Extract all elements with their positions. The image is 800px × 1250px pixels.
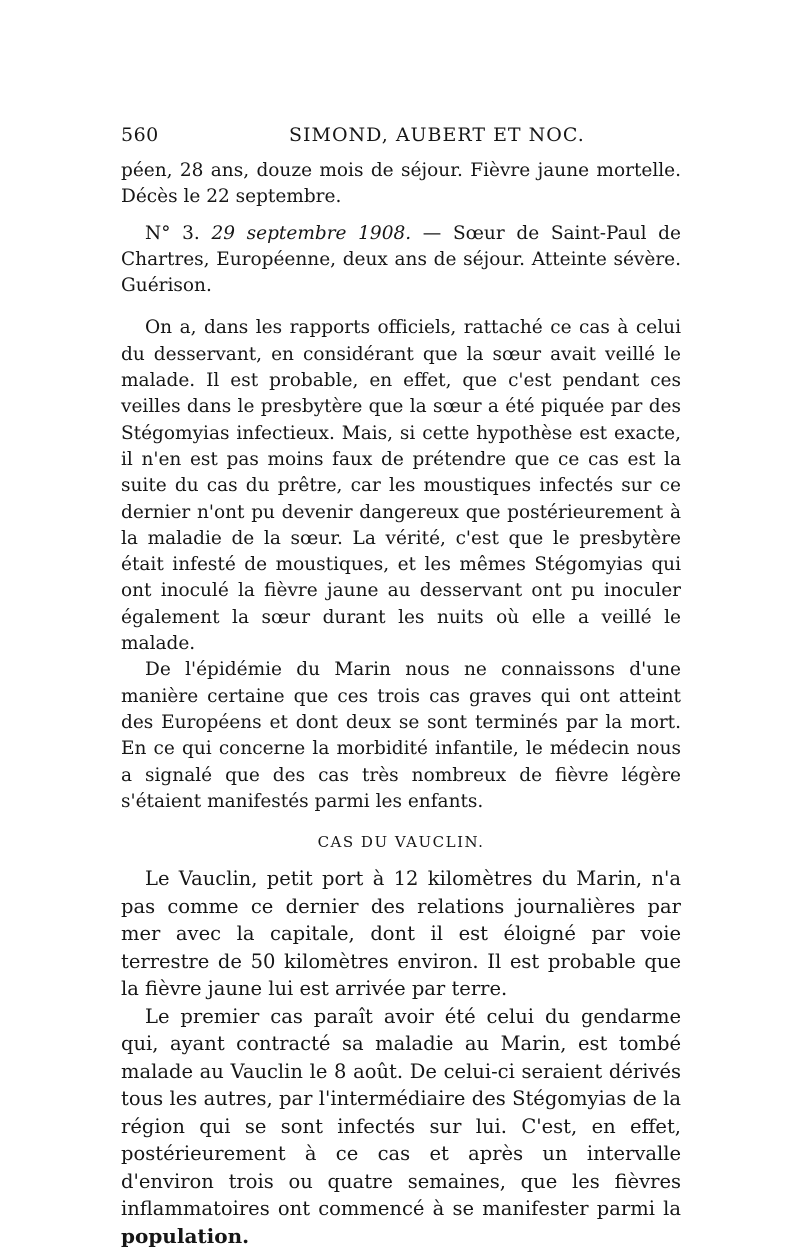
case-date: 29 septembre 1908.	[211, 222, 412, 244]
running-title: SIMOND, AUBERT ET NOC.	[289, 124, 585, 146]
section-title: CAS DU VAUCLIN.	[317, 833, 485, 852]
paragraph-first-case	[121, 1003, 681, 1250]
page-number: 560	[121, 124, 159, 146]
case-entry-3	[121, 221, 681, 300]
case-number: N° 3.	[145, 222, 200, 244]
page-body	[121, 158, 681, 1250]
case-description: — Sœur de Saint-Paul de Chartres, Européenne, deux ans de séjour. Atteinte sévère. Guérison.	[121, 222, 681, 297]
paragraph-commentary: On a, dans les rapports officiels, rattaché ce cas à celui du desservant, en considérant que la sœur avait veillé le malade. Il est probable, en effet, que c'est pendant ces veilles dans le presbytère que la sœur a été piquée par des Stégomyias infectieux. Mais, si cette hypothèse est exacte, il n'en est pas moins faux de prétendre que ce cas est la suite du cas du prêtre, car les moustiques infectés sur ce dernier n'ont pu devenir dangereux que postérieurement à la maladie de la sœur. La vérité, c'est que le presbytère était infesté de moustiques, et les mêmes Stégomyias qui ont inoculé la fièvre jaune au desservant ont pu inoculer également la sœur durant les nuits où elle a veillé le malade.	[121, 317, 681, 655]
paragraph-marin-epidemic: De l'épidémie du Marin nous ne connaissons d'une manière certaine que ces trois cas graves qui ont atteint des Européens et dont deux se sont terminés par la mort. En ce qui concerne la morbidité infantile, le médecin nous a signalé que des cas très nombreux de fièvre légère s'étaient manifestés parmi les enfants.	[121, 659, 681, 812]
paragraph-continuation: péen, 28 ans, douze mois de séjour. Fièvre jaune mortelle. Décès le 22 septembre.	[121, 160, 681, 208]
paragraph-vauclin-intro: Le Vauclin, petit port à 12 kilomètres du Marin, n'a pas comme ce dernier des relations journalières par mer avec la capitale, dont il est éloigné par voie terrestre de 50 kilomètres environ. Il est probable que la fièvre jaune lui est arrivée par terre.	[121, 867, 681, 1001]
first-case-text: Le premier cas paraît avoir été celui du gendarme qui, ayant contracté sa maladie au Marin, est tombé malade au Vauclin le 8 août. De celui-ci seraient dérivés tous les autres, par l'intermédiaire des Stégomyias de la région qui se sont infectés sur lui. C'est, en effet, postérieurement à ce cas et après un intervalle d'environ trois ou quatre semaines, que les fièvres inflammatoires ont commencé à se manifester parmi la	[121, 1004, 681, 1221]
final-word: population.	[121, 1223, 250, 1248]
